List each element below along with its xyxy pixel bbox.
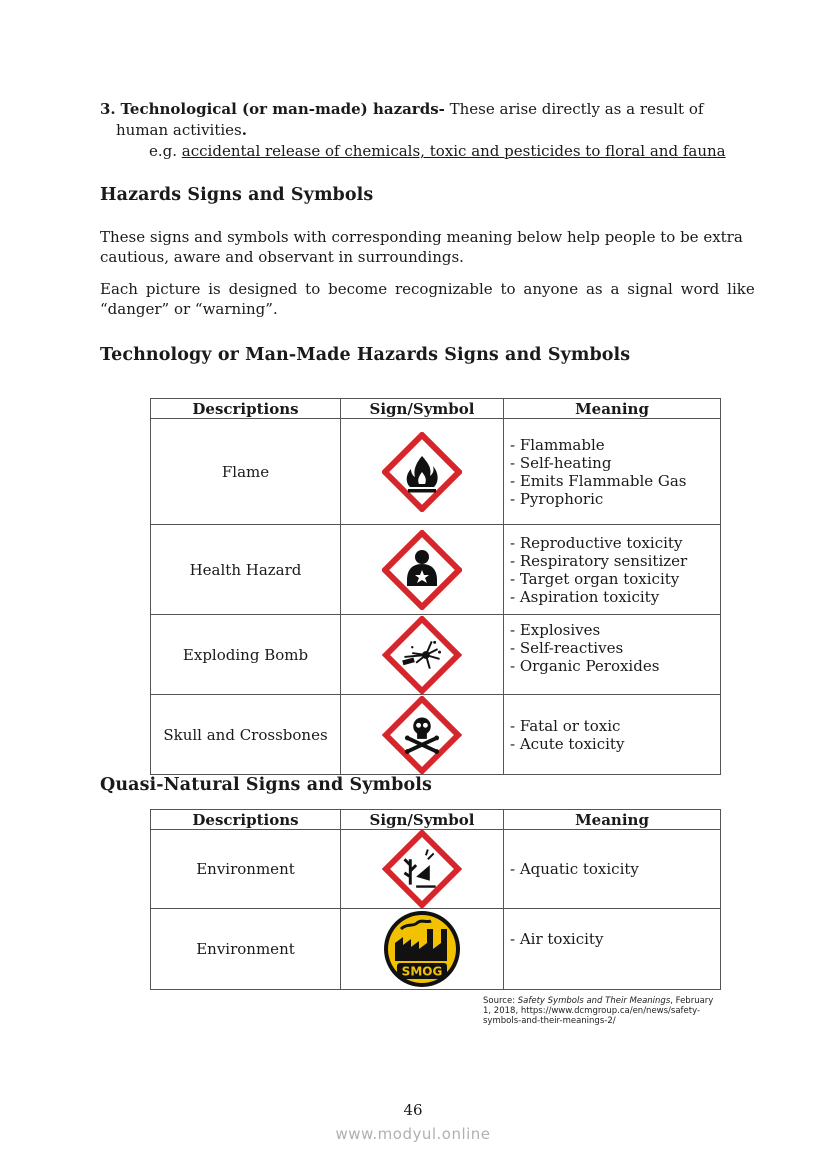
table-row <box>151 909 721 990</box>
table-header-row <box>151 810 721 830</box>
exploding-bomb-icon <box>382 616 462 694</box>
skull-crossbones-icon <box>382 696 462 774</box>
symbol-cell <box>341 830 504 909</box>
description-cell: Health Hazard <box>151 525 341 615</box>
description-cell: Environment <box>151 909 341 990</box>
item-title: Technological (or man-made) hazards- <box>120 100 445 118</box>
quasi-natural-table <box>150 809 721 990</box>
table-row <box>151 419 721 525</box>
hazard-item-3 <box>100 99 740 119</box>
page-number: 46 <box>403 1101 423 1119</box>
meaning-cell: - Fatal or toxic - Acute toxicity <box>504 695 721 775</box>
source-title: Safety Symbols and Their Meanings <box>517 996 671 1006</box>
description-cell: Exploding Bomb <box>151 615 341 695</box>
item-number: 3. <box>100 100 116 118</box>
symbol-cell <box>341 525 504 615</box>
description-cell: Skull and Crossbones <box>151 695 341 775</box>
meaning-cell: - Reproductive toxicity - Respiratory sensitizer - Target organ toxicity - Aspiration toxicity <box>504 525 721 615</box>
meaning-cell: - Aquatic toxicity <box>504 830 721 909</box>
description-cell: Flame <box>151 419 341 525</box>
hazard-example <box>149 141 726 161</box>
column-header-sign-symbol: Sign/Symbol <box>341 399 504 419</box>
health-hazard-icon <box>382 530 462 610</box>
description-cell: Environment <box>151 830 341 909</box>
section-heading-technology-hazards: Technology or Man-Made Hazards Signs and Symbols <box>100 345 631 365</box>
symbol-cell <box>341 615 504 695</box>
section-heading-quasi-natural: Quasi-Natural Signs and Symbols <box>100 775 432 795</box>
table-row <box>151 525 721 615</box>
column-header-descriptions: Descriptions <box>151 810 341 830</box>
environment-icon <box>382 830 462 908</box>
item-text: These arise directly as a result of <box>444 100 704 118</box>
smog-label: SMOG <box>401 964 443 979</box>
symbol-cell <box>341 419 504 525</box>
column-header-descriptions: Descriptions <box>151 399 341 419</box>
meaning-cell: - Flammable - Self-heating - Emits Flammable Gas - Pyrophoric <box>504 419 721 525</box>
table-row <box>151 615 721 695</box>
paragraph-signs-recognizable: Each picture is designed to become recognizable to anyone as a signal word like “danger” or “warning”. <box>100 280 755 318</box>
flame-icon <box>382 432 462 512</box>
paragraph-signs-intro: These signs and symbols with corresponding meaning below help people to be extra cautious, aware and observant in surroundings. <box>100 228 743 266</box>
watermark: www.modyul.online <box>335 1125 491 1143</box>
meaning-cell: - Air toxicity <box>504 909 721 990</box>
symbol-cell <box>341 909 504 990</box>
symbol-cell <box>341 695 504 775</box>
smog-icon <box>381 909 463 989</box>
table-header-row <box>151 399 721 419</box>
technology-hazards-table <box>150 398 721 775</box>
example-text: accidental release of chemicals, toxic and pesticides to floral and fauna <box>181 142 726 160</box>
column-header-meaning: Meaning <box>504 810 721 830</box>
meaning-cell: - Explosives - Self-reactives - Organic Peroxides <box>504 615 721 695</box>
table-row <box>151 830 721 909</box>
section-heading-hazard-signs: Hazards Signs and Symbols <box>100 185 374 205</box>
example-prefix: e.g. <box>149 142 182 160</box>
source-citation: Source: Safety Symbols and Their Meanings, February 1, 2018, https://www.dcmgroup.ca/en/news/safety- symbols-and-their-meanings-2/ <box>483 996 714 1026</box>
column-header-meaning: Meaning <box>504 399 721 419</box>
column-header-sign-symbol: Sign/Symbol <box>341 810 504 830</box>
table-row <box>151 695 721 775</box>
hazard-item-3-continued: human activities. <box>116 121 247 139</box>
